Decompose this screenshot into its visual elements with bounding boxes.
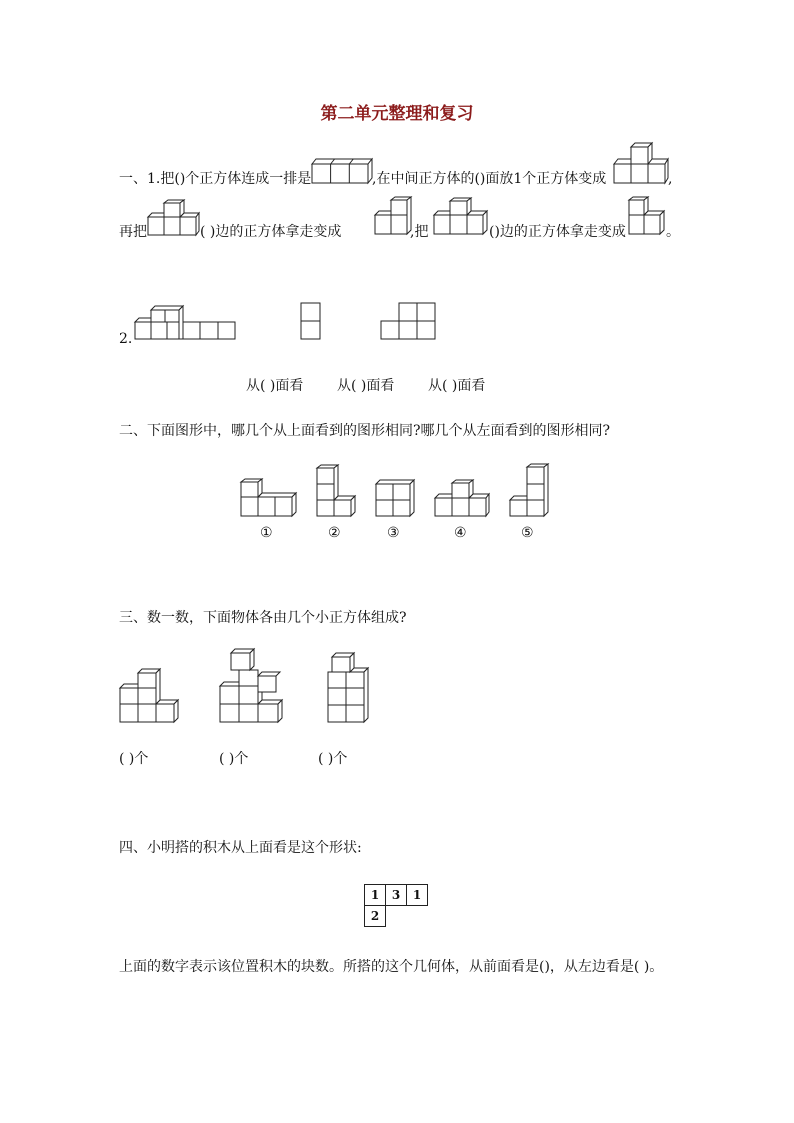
figure-label-3: ③ bbox=[387, 525, 400, 541]
q1-text-2e: 。 bbox=[666, 224, 680, 240]
figure-label-2: ② bbox=[328, 525, 341, 541]
grid-cell: 2 bbox=[365, 906, 386, 927]
q1-text-2b: ( )边的正方体拿走变成 bbox=[200, 224, 342, 240]
block-figure-4 bbox=[434, 479, 490, 518]
q1-text-2c: ,把 bbox=[410, 224, 429, 240]
grid-cell: 1 bbox=[407, 885, 428, 906]
q2-label-2: 从( )面看 bbox=[337, 378, 395, 394]
q1-text-2d: ()边的正方体拿走变成 bbox=[489, 224, 626, 240]
figure-label-5: ⑤ bbox=[521, 525, 534, 541]
sec4-followup: 上面的数字表示该位置积木的块数。所搭的这个几何体，从前面看是()，从左边看是( )。 bbox=[119, 959, 664, 975]
top-view-grid bbox=[364, 884, 428, 927]
sec3-answer-3: ( )个 bbox=[318, 751, 348, 767]
sec4-question: 四、小明搭的积木从上面看是这个形状: bbox=[119, 840, 362, 856]
figure-label-1: ① bbox=[260, 525, 273, 541]
cube-solid-figure bbox=[134, 305, 240, 341]
sec3-answer-2: ( )个 bbox=[219, 751, 249, 767]
block-figure-5 bbox=[509, 463, 549, 518]
sec2-question: 二、下面图形中，哪几个从上面看到的图形相同?哪几个从左面看到的图形相同? bbox=[119, 423, 611, 439]
cube-figure-6 bbox=[628, 196, 665, 236]
stack-figure-3 bbox=[327, 652, 371, 724]
q2-label-1: 从( )面看 bbox=[246, 378, 304, 394]
sec3-answer-1: ( )个 bbox=[119, 751, 149, 767]
q1-text-2a: 再把 bbox=[119, 224, 147, 240]
q2-label-3: 从( )面看 bbox=[428, 378, 486, 394]
figure-label-4: ④ bbox=[454, 525, 467, 541]
cube-figure-4 bbox=[374, 196, 412, 236]
cube-figure-2 bbox=[613, 142, 669, 184]
block-figure-1 bbox=[240, 478, 297, 518]
view-figure-b bbox=[380, 302, 436, 340]
block-figure-3 bbox=[375, 479, 415, 518]
block-figure-2 bbox=[316, 464, 356, 518]
q1-text-1a: 一、1.把()个正方体连成一排是 bbox=[119, 171, 312, 187]
cube-row-figure-1 bbox=[311, 158, 373, 184]
q1-text-1c: , bbox=[668, 171, 673, 187]
grid-cell: 3 bbox=[386, 885, 407, 906]
stack-figure-1 bbox=[119, 668, 179, 724]
cube-figure-5 bbox=[433, 197, 488, 237]
grid-cell-empty bbox=[407, 906, 428, 927]
stack-figure-2 bbox=[219, 648, 285, 724]
view-figure-a bbox=[300, 302, 322, 340]
sec3-question: 三、数一数，下面物体各由几个小正方体组成? bbox=[119, 610, 407, 626]
grid-cell-empty bbox=[386, 906, 407, 927]
grid-cell: 1 bbox=[365, 885, 386, 906]
q2-number: 2. bbox=[119, 331, 133, 347]
cube-figure-3 bbox=[147, 199, 200, 237]
page-title: 第二单元整理和复习 bbox=[320, 104, 474, 124]
q1-text-1b: ,在中间正方体的()面放1个正方体变成 bbox=[372, 171, 607, 187]
